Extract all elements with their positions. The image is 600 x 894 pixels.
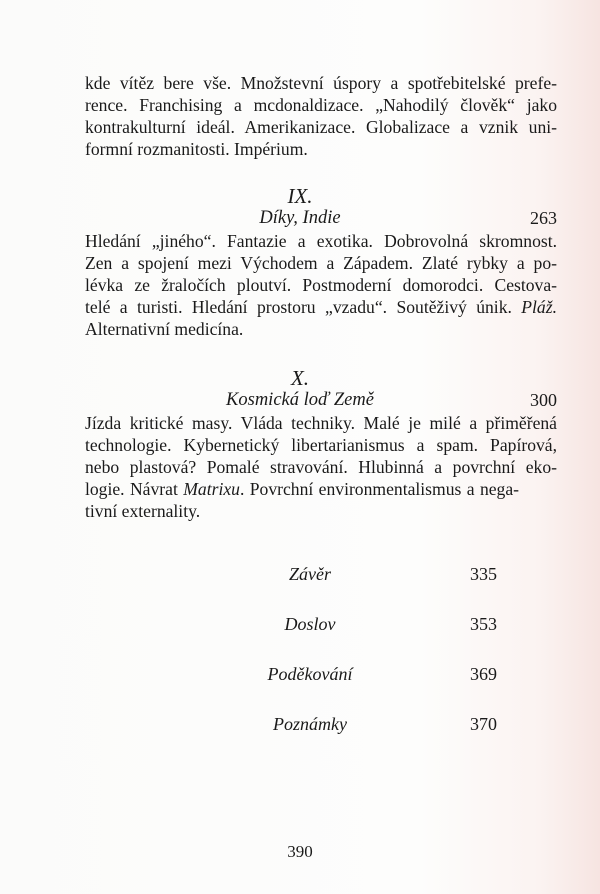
chapter-title: Kosmická loď Země (226, 390, 374, 410)
text-line: kontrakulturní ideál. Amerikanizace. Globalizace a vznik uni- (85, 117, 557, 137)
end-matter-title: Poděkování (267, 664, 353, 684)
text-line (85, 296, 557, 318)
text-line: lévka ze žraločích ploutví. Postmoderní domorodci. Cestova- (85, 275, 557, 295)
end-matter-page: 369 (470, 664, 497, 684)
text-line: Alternativní medicína. (85, 319, 244, 339)
text-line: tivní externality. (85, 501, 201, 521)
text-segment: logie. Návrat (85, 479, 178, 499)
text-line (85, 478, 557, 500)
text-line: kde vítěz bere vše. Množstevní úspory a spotřebitelské prefe- (85, 73, 557, 93)
page-number: 390 (287, 842, 313, 861)
end-matter-page: 353 (470, 614, 497, 634)
text-segment: . Povrchní environmentalismus a nega- (239, 479, 520, 499)
italic-title: Matrixu (183, 479, 240, 499)
end-matter-title: Závěr (289, 564, 331, 584)
text-line: Zen a spojení mezi Východem a Západem. Zlaté rybky a po- (85, 253, 557, 273)
text-line: technologie. Kybernetický libertarianismus a spam. Papírová, (85, 435, 557, 455)
chapter-numeral: IX. (287, 184, 313, 208)
text-line: Hledání „jiného“. Fantazie a exotika. Dobrovolná skromnost. (85, 231, 557, 251)
end-matter-title: Doslov (284, 614, 336, 634)
text-line: rence. Franchising a mcdonaldizace. „Nahodilý člověk“ jako (85, 95, 557, 115)
italic-title: Pláž. (521, 297, 557, 317)
text-line: Jízda kritické masy. Vláda techniky. Malé je milé a přiměřená (85, 413, 557, 433)
chapter-numeral: X. (290, 366, 310, 390)
text-line: formní rozmanitosti. Impérium. (85, 139, 308, 159)
text-line: nebo plastová? Pomalé stravování. Hlubinná a povrchní eko- (85, 457, 557, 477)
chapter-page-number: 300 (530, 390, 557, 410)
text-segment: telé a turisti. Hledání prostoru „vzadu“. Soutěživý únik. (85, 297, 512, 317)
end-matter-title: Poznámky (273, 714, 347, 734)
end-matter-page: 370 (470, 714, 497, 734)
end-matter-page: 335 (470, 564, 497, 584)
chapter-title: Díky, Indie (259, 208, 341, 228)
chapter-page-number: 263 (530, 208, 557, 228)
